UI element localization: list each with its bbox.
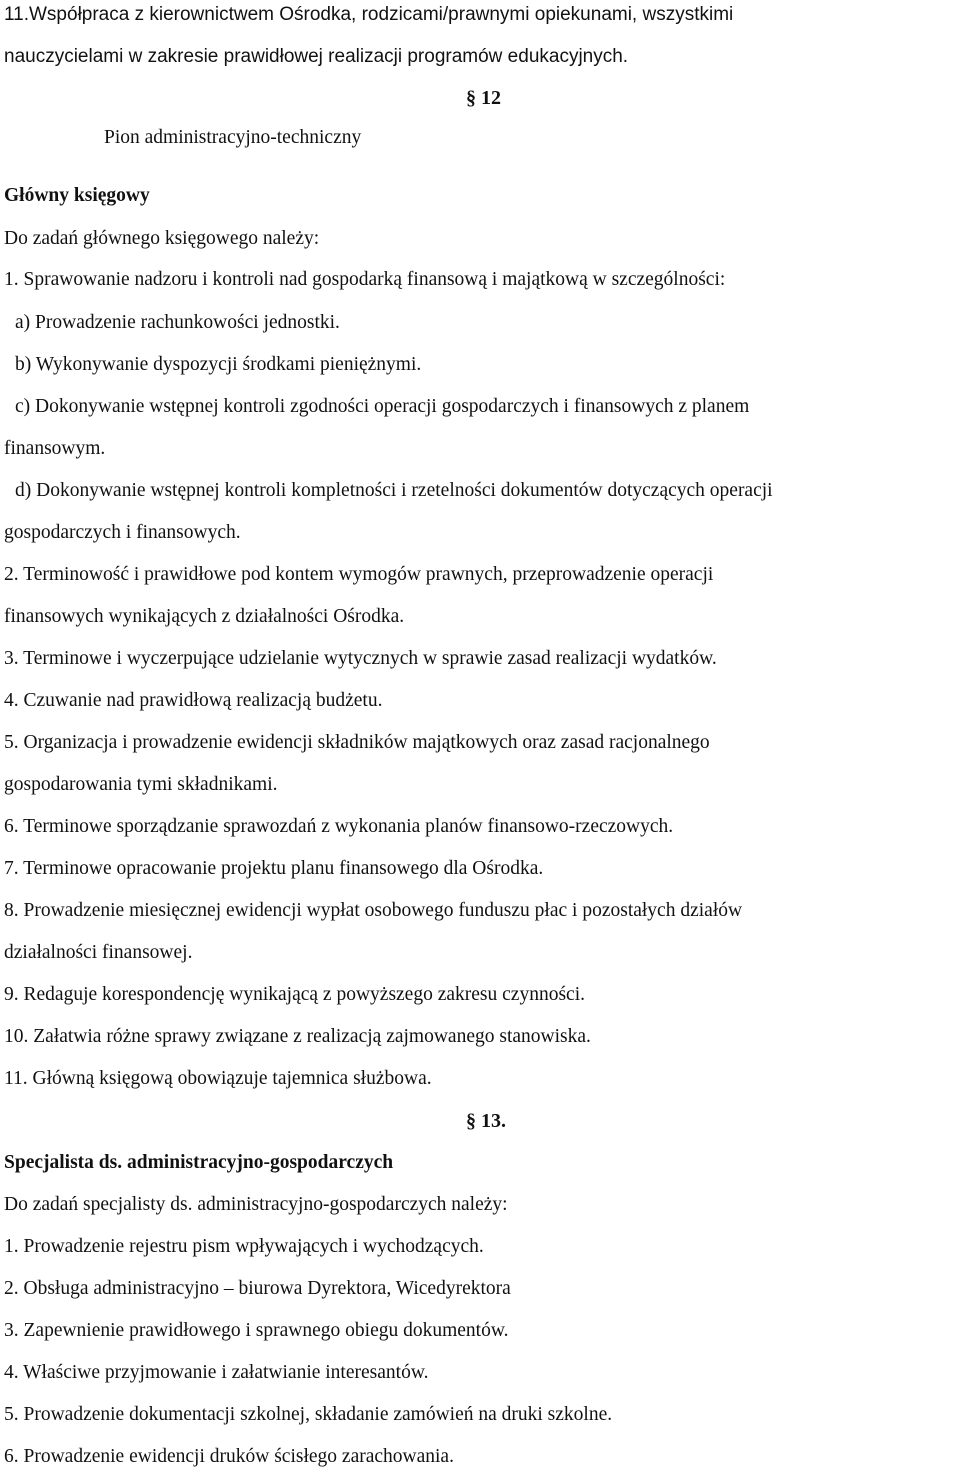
role-heading-chief-accountant: Główny księgowy [4,185,150,206]
list-item-continuation: działalności finansowej. [4,942,193,963]
list-item: c) Dokonywanie wstępnej kontroli zgodności operacji gospodarczych i finansowych z planem [15,396,750,417]
list-item-continuation: gospodarowania tymi składnikami. [4,774,278,795]
list-item: 4. Czuwanie nad prawidłową realizacją budżetu. [4,690,383,711]
role-heading-admin-specialist: Specjalista ds. administracyjno-gospodarczych [4,1152,394,1173]
section-12-intro: Do zadań głównego księgowego należy: [4,228,320,249]
division-heading: Pion administracyjno-techniczny [104,127,362,148]
list-item: 5. Organizacja i prowadzenie ewidencji składników majątkowych oraz zasad racjonalnego [4,732,710,753]
section-13-mark: § 13. [466,1110,506,1132]
list-item: 4. Właściwe przyjmowanie i załatwianie interesantów. [4,1362,429,1383]
list-item-continuation: gospodarczych i finansowych. [4,522,241,543]
list-item: 2. Obsługa administracyjno – biurowa Dyrektora, Wicedyrektora [4,1278,511,1299]
list-item: 3. Zapewnienie prawidłowego i sprawnego obiegu dokumentów. [4,1320,509,1341]
list-item: 6. Prowadzenie ewidencji druków ścisłego zarachowania. [4,1446,454,1467]
list-item: 10. Załatwia różne sprawy związane z realizacją zajmowanego stanowiska. [4,1026,591,1047]
list-item: 11. Główną księgową obowiązuje tajemnica służbowa. [4,1068,432,1089]
list-item: 5. Prowadzenie dokumentacji szkolnej, składanie zamówień na druki szkolne. [4,1404,613,1425]
section-13-intro: Do zadań specjalisty ds. administracyjno-gospodarczych należy: [4,1194,508,1215]
section-12-mark: § 12 [466,87,501,109]
list-item: b) Wykonywanie dyspozycji środkami pieniężnymi. [15,354,422,375]
list-item-continuation: finansowym. [4,438,106,459]
list-item: 7. Terminowe opracowanie projektu planu finansowego dla Ośrodka. [4,858,544,879]
list-item: 2. Terminowość i prawidłowe pod kontem wymogów prawnych, przeprowadzenie operacji [4,564,714,585]
list-item: 9. Redaguje korespondencję wynikającą z powyższego zakresu czynności. [4,984,585,1005]
list-item: 8. Prowadzenie miesięcznej ewidencji wypłat osobowego funduszu płac i pozostałych działów [4,900,743,921]
list-item: d) Dokonywanie wstępnej kontroli kompletności i rzetelności dokumentów dotyczących operacji [15,480,773,501]
list-item: 1. Prowadzenie rejestru pism wpływających i wychodzących. [4,1236,484,1257]
top-item-line-1: 11.Współpraca z kierownictwem Ośrodka, rodzicami/prawnymi opiekunami, wszystkimi [4,4,734,25]
list-item: 3. Terminowe i wyczerpujące udzielanie wytycznych w sprawie zasad realizacji wydatków. [4,648,717,669]
top-item-line-2: nauczycielami w zakresie prawidłowej realizacji programów edukacyjnych. [4,46,629,67]
list-item: a) Prowadzenie rachunkowości jednostki. [15,312,340,333]
list-item: 1. Sprawowanie nadzoru i kontroli nad gospodarką finansową i majątkową w szczególności: [4,269,726,290]
list-item: 6. Terminowe sporządzanie sprawozdań z wykonania planów finansowo-rzeczowych. [4,816,674,837]
list-item-continuation: finansowych wynikających z działalności Ośrodka. [4,606,405,627]
